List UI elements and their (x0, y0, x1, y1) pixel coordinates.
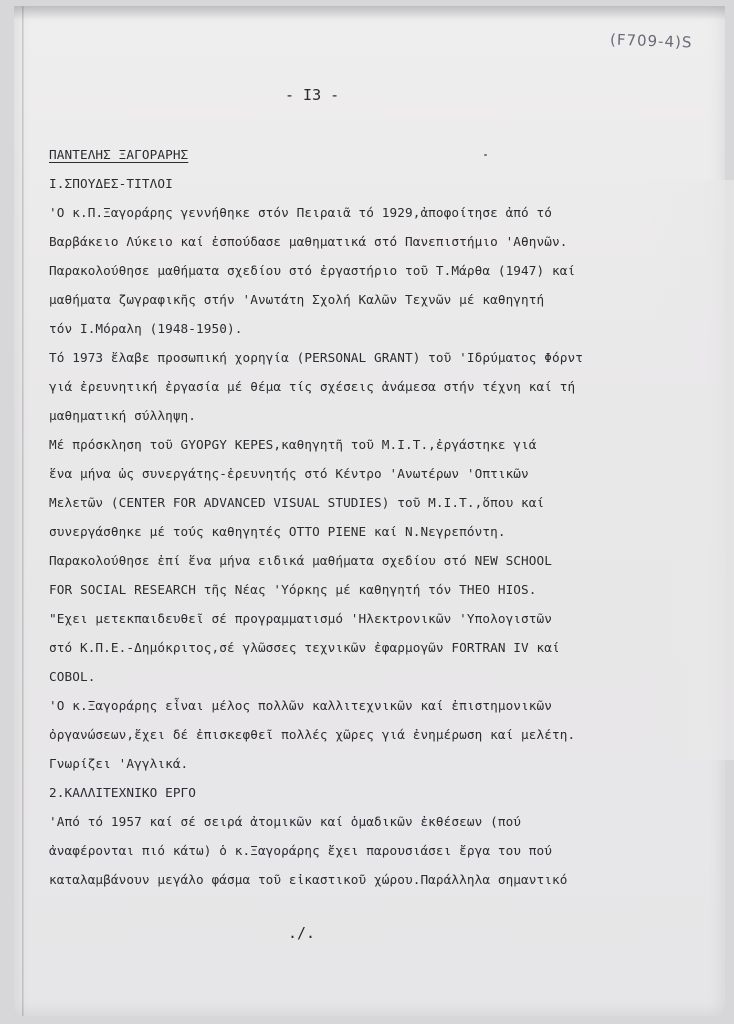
section-heading: 2.ΚΑΛΛΙΤΕΧΝΙΚΟ ΕΡΓΟ (49, 785, 197, 800)
text-line: Γνωρίζει 'Αγγλικά. (49, 756, 189, 771)
text-line: COBOL. (49, 669, 96, 684)
text-line: συνεργάσθηκε μέ τούς καθηγητές OTTO PIENE καί Ν.Νεγρεπόντη. (49, 524, 506, 539)
section-heading: Ι.ΣΠΟΥΔΕΣ-ΤΙΤΛΟΙ (49, 176, 173, 191)
text-line: "Εχει μετεκπαιδευθεῖ σέ προγραμματισμό 'Ηλεκτρονικῶν 'Υπολογιστῶν (49, 611, 553, 626)
text-line: 'Ο κ.Π.Ξαγοράρης γεννήθηκε στόν Πειραιᾶ τό 1929,ἀποφοίτησε ἀπό τό (49, 205, 553, 220)
text-line: Παρακολούθησε μαθήματα σχεδίου στό ἐργαστήριο τοῦ Τ.Μάρθα (1947) καί (49, 263, 576, 278)
text-line: Τό 1973 ἔλαβε προσωπική χορηγία (PERSONAL GRANT) τοῦ 'Ιδρύματος Φόρντ (49, 350, 583, 365)
text-line: Παρακολούθησε ἐπί ἕνα μήνα ειδικά μαθήματα σχεδίου στό NEW SCHOOL (49, 553, 553, 568)
text-line: Μέ πρόσκληση τοῦ GYOPGY KEPES,καθηγητῆ τοῦ Μ.Ι.Τ.,ἐργάστηκε γιά (49, 437, 537, 452)
archive-code: (F709-4)S (609, 30, 693, 52)
text-line: μαθηματική σύλληψη. (49, 408, 197, 423)
text-line: ὀργανώσεων,ἔχει δέ ἐπισκεφθεῖ πολλές χῶρες γιά ἐνημέρωση καί μελέτη. (49, 727, 576, 742)
text-line: FOR SOCIAL RESEARCH τῆς Νέας 'Υόρκης μέ καθηγητή τόν THEO HIOS. (49, 582, 537, 597)
text-line: 'Από τό 1957 καί σέ σειρά ἀτομικῶν καί ὁμαδικῶν ἐκθέσεων (πού (49, 814, 522, 829)
document-body (49, 140, 659, 894)
text-line: Μελετῶν (CENTER FOR ADVANCED VISUAL STUDIES) τοῦ Μ.Ι.Τ.,ὅπου καί (49, 495, 545, 510)
text-line: στό Κ.Π.Ε.-Δημόκριτος,σέ γλῶσσες τεχνικῶν ἐφαρμογῶν FORTRAN IV καί (49, 640, 560, 655)
continuation-mark: ./. (288, 924, 316, 942)
text-line: 'Ο κ.Ξαγοράρης εἶναι μέλος πολλῶν καλλιτεχνικῶν καί ἐπιστημονικῶν (49, 698, 553, 713)
scan-top-shadow (14, 6, 725, 20)
text-line: μαθήματα ζωγραφικῆς στήν 'Ανωτάτη Σχολή Καλῶν Τεχνῶν μέ καθηγητή (49, 292, 545, 307)
text-line: Βαρβάκειο Λύκειο καί ἐσπούδασε μαθηματικά στό Πανεπιστήμιο 'Αθηνῶν. (49, 234, 568, 249)
text-line: τόν Ι.Μόραλη (1948-1950). (49, 321, 243, 336)
text-line: ἀναφέρονται πιό κάτω) ὁ κ.Ξαγοράρης ἔχει παρουσιάσει ἔργα του πού (49, 843, 553, 858)
text-line: ἕνα μήνα ὡς συνεργάτης-ἐρευνητής στό Κέντρο 'Ανωτέρων 'Οπτικῶν (49, 466, 529, 481)
document-title: ΠΑΝΤΕΛΗΣ ΞΑΓΟΡΑΡΗΣ (49, 147, 189, 162)
text-line: καταλαμβάνουν μεγάλο φάσμα τοῦ εἰκαστικοῦ χώρου.Παράλληλα σημαντικό (49, 872, 568, 887)
text-line: γιά ἐρευνητική ἐργασία μέ θέμα τίς σχέσεις ἀνάμεσα στήν τέχνη καί τή (49, 379, 576, 394)
scan-left-edge (22, 6, 24, 1016)
page-number: - I3 - (285, 86, 340, 104)
